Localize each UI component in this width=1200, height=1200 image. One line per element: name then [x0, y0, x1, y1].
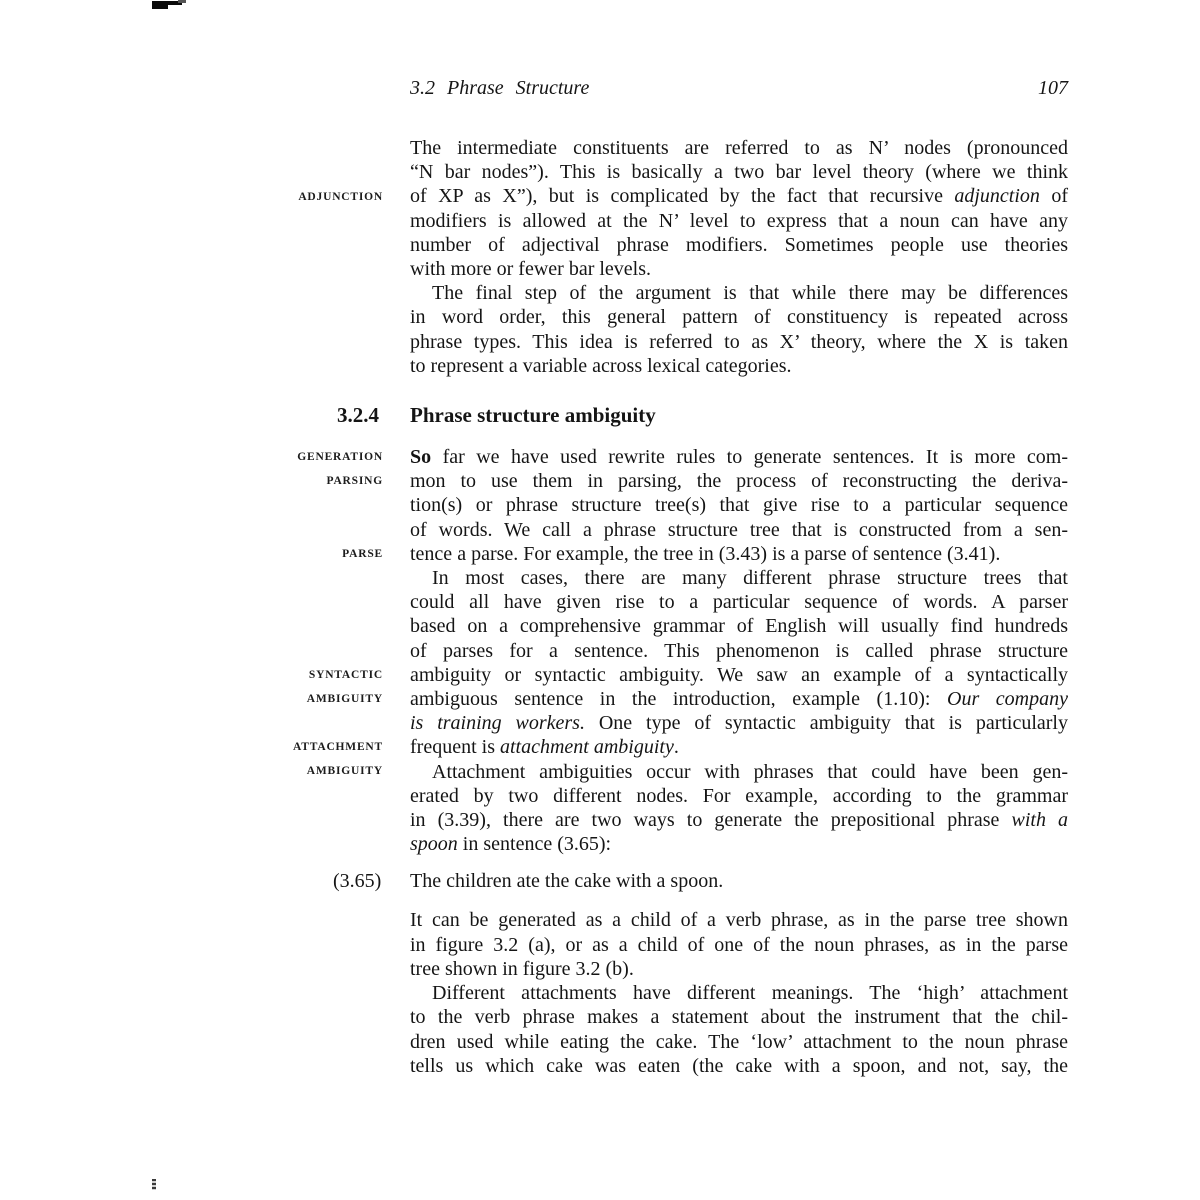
margin-keyword-label: AMBIGUITY — [306, 693, 383, 705]
text-line: The final step of the argument is that while there may be differences — [432, 282, 1068, 305]
text-line: is training workers. One type of syntactic ambiguity that is particularly — [410, 712, 1068, 735]
text-line: tells us which cake was eaten (the cake with a spoon, and not, say, the — [410, 1054, 1068, 1077]
text-line: dren used while eating the cake. The ‘low’ attachment to the noun phrase — [410, 1030, 1068, 1053]
text-line: based on a comprehensive grammar of English will usually find hundreds — [410, 615, 1068, 638]
numbered-example — [333, 869, 1068, 893]
text-line: could all have given rise to a particular sequence of words. A parser — [410, 591, 1068, 614]
text-line: to represent a variable across lexical categories. — [410, 354, 792, 377]
text-line: tion(s) or phrase structure tree(s) that give rise to a particular sequence — [410, 494, 1068, 517]
text-line: phrase types. This idea is referred to as X’ theory, where the X is taken — [410, 330, 1068, 353]
section-heading-title: Phrase structure ambiguity — [410, 403, 656, 428]
paragraph — [410, 281, 1068, 378]
paragraph — [410, 445, 1068, 566]
text-line: ambiguous sentence in the introduction, example (1.10): Our company — [410, 688, 1068, 711]
margin-keyword-label: ADJUNCTION — [298, 191, 383, 203]
text-line: It can be generated as a child of a verb phrase, as in the parse tree shown — [410, 909, 1068, 932]
text-line: number of adjectival phrase modifiers. Sometimes people use theories — [410, 233, 1068, 256]
text-line: ambiguity or syntactic ambiguity. We saw an example of a syntactically — [410, 663, 1068, 686]
margin-keyword-label: ATTACHMENT — [293, 741, 383, 753]
text-line: So far we have used rewrite rules to generate sentences. It is more com- — [410, 446, 1068, 469]
text-line: Attachment ambiguities occur with phrases that could have been gen- — [432, 760, 1068, 783]
text-line: tree shown in figure 3.2 (b). — [410, 957, 634, 980]
text-line: of XP as X”), but is complicated by the fact that recursive adjunction of — [410, 185, 1068, 208]
text-line: of words. We call a phrase structure tree that is constructed from a sen- — [410, 518, 1068, 541]
text-line: in (3.39), there are two ways to generate the prepositional phrase with a — [410, 809, 1069, 832]
text-line: in word order, this general pattern of constituency is repeated across — [410, 306, 1068, 329]
margin-keyword-label: GENERATION — [297, 451, 383, 463]
section-heading — [337, 402, 1068, 428]
margin-keyword-label: PARSING — [326, 475, 383, 487]
text-line: with more or fewer bar levels. — [410, 258, 652, 281]
example-sentence: The children ate the cake with a spoon. — [410, 870, 724, 893]
text-line: modifiers is allowed at the N’ level to express that a noun can have any — [410, 209, 1068, 232]
margin-keyword-label: SYNTACTIC — [308, 669, 383, 681]
text-line: erated by two different nodes. For example, according to the grammar — [410, 784, 1068, 807]
paragraph — [410, 981, 1068, 1078]
text-line: tence a parse. For example, the tree in (3.43) is a parse of sentence (3.41). — [410, 542, 1001, 565]
example-number: (3.65) — [333, 870, 382, 893]
text-line: to the verb phrase makes a statement about the instrument that the chil- — [410, 1006, 1068, 1029]
text-line: mon to use them in parsing, the process of reconstructing the deriva- — [410, 470, 1068, 493]
margin-keyword-label: AMBIGUITY — [306, 765, 383, 777]
margin-keyword-label: PARSE — [342, 548, 383, 560]
text-line: of parses for a sentence. This phenomenon is called phrase structure — [410, 639, 1068, 662]
running-header — [410, 77, 1068, 99]
text-line: In most cases, there are many different phrase structure trees that — [432, 567, 1068, 590]
text-line: in figure 3.2 (a), or as a child of one of the noun phrases, as in the parse — [410, 933, 1068, 956]
section-heading-number: 3.2.4 — [337, 403, 379, 428]
margin-labels-column — [0, 0, 383, 1200]
text-line: spoon in sentence (3.65): — [410, 833, 612, 856]
text-line: Different attachments have different meanings. The ‘high’ attachment — [432, 982, 1068, 1005]
text-line: “N bar nodes”). This is basically a two bar level theory (where we think — [410, 161, 1068, 184]
paragraph — [410, 566, 1068, 760]
text-line: The intermediate constituents are referred to as N’ nodes (pronounced — [410, 137, 1068, 159]
paragraph — [410, 908, 1068, 981]
running-header-section-title: 3.2 Phrase Structure — [410, 77, 590, 99]
running-header-page-number: 107 — [1038, 77, 1068, 99]
paragraph — [410, 136, 1068, 281]
paragraph — [410, 760, 1068, 857]
text-line: frequent is attachment ambiguity. — [410, 736, 679, 759]
